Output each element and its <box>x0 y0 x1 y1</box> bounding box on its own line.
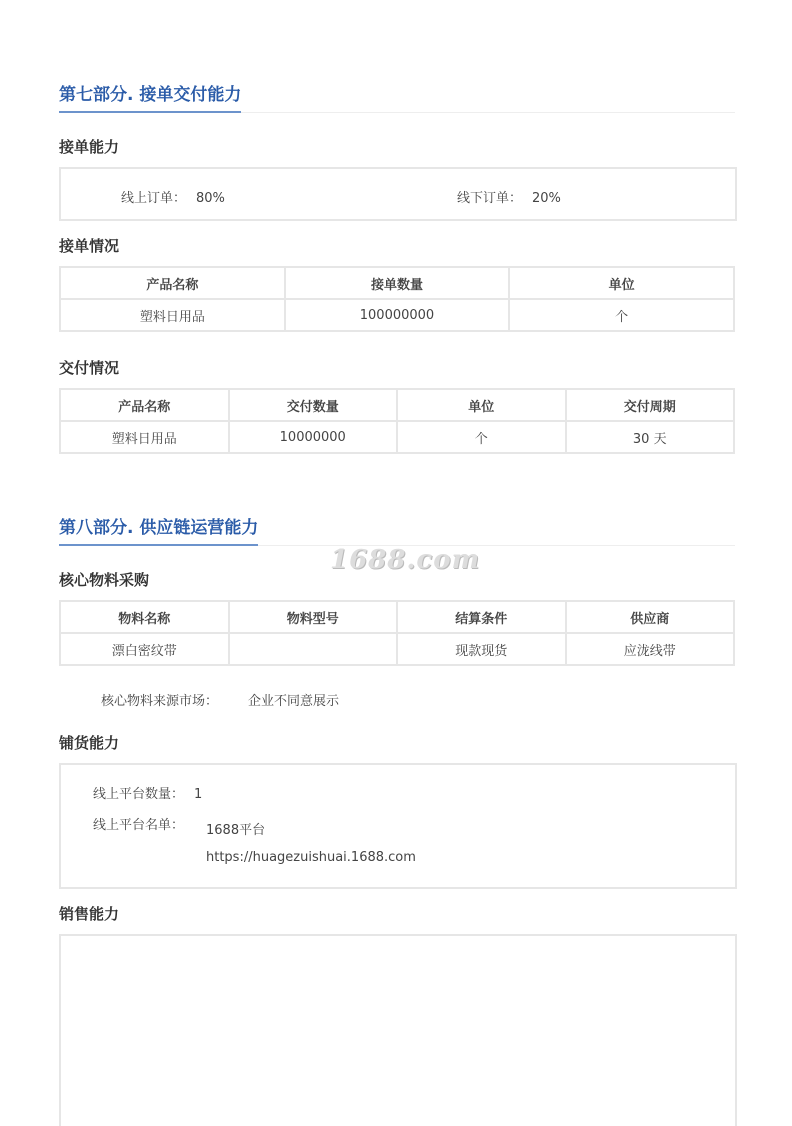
table-cell: 个 <box>397 421 566 453</box>
table-header-cell: 接单数量 <box>285 267 510 299</box>
table-cell: 10000000 <box>229 421 398 453</box>
table-header-cell: 结算条件 <box>397 601 566 633</box>
table-header-cell: 交付周期 <box>566 389 735 421</box>
table-header-cell: 物料型号 <box>229 601 398 633</box>
section7-header <box>59 78 735 113</box>
section8-title: 第八部分. 供应链运营能力 <box>59 513 258 546</box>
order-capacity-title: 接单能力 <box>59 138 120 156</box>
core-material-source-value: 企业不同意展示 <box>248 694 340 709</box>
core-material-title: 核心物料采购 <box>59 571 150 589</box>
table-header-row <box>60 601 734 633</box>
sales-box <box>59 934 737 1126</box>
delivery-status-table <box>59 388 735 454</box>
table-cell: 现款现货 <box>397 633 566 665</box>
platform-count-label: 线上平台数量： <box>93 787 185 802</box>
table-header-cell: 交付数量 <box>229 389 398 421</box>
section8-header <box>59 511 735 546</box>
table-row <box>60 633 734 665</box>
delivery-status-title: 交付情况 <box>59 359 120 377</box>
table-cell: 个 <box>509 299 734 331</box>
table-cell <box>229 633 398 665</box>
offline-orders-value: 20% <box>532 191 561 206</box>
online-orders <box>121 187 225 206</box>
section7-title: 第七部分. 接单交付能力 <box>59 80 241 113</box>
core-material-source-label: 核心物料来源市场： <box>101 694 219 709</box>
order-status-title: 接单情况 <box>59 237 120 255</box>
order-status-table <box>59 266 735 332</box>
core-material-table <box>59 600 735 666</box>
sales-title: 销售能力 <box>59 905 120 923</box>
online-orders-label: 线上订单： <box>121 191 187 206</box>
distribution-box <box>59 763 737 889</box>
platform-url-link[interactable]: https://huagezuishuai.1688.com <box>206 850 416 865</box>
table-header-cell: 单位 <box>509 267 734 299</box>
table-header-row <box>60 389 734 421</box>
table-cell: 100000000 <box>285 299 510 331</box>
offline-orders-label: 线下订单： <box>457 191 523 206</box>
table-cell: 塑料日用品 <box>60 299 285 331</box>
core-material-source <box>101 690 339 709</box>
online-orders-value: 80% <box>196 191 225 206</box>
table-header-row <box>60 267 734 299</box>
table-row <box>60 299 734 331</box>
platform-name: 1688平台 <box>206 823 266 838</box>
table-row <box>60 421 734 453</box>
platform-count-value: 1 <box>194 787 203 802</box>
table-header-cell: 产品名称 <box>60 267 285 299</box>
table-cell: 塑料日用品 <box>60 421 229 453</box>
table-header-cell: 产品名称 <box>60 389 229 421</box>
watermark-logo: 1688.com <box>330 545 481 575</box>
table-cell: 应泷线带 <box>566 633 735 665</box>
platform-list-label: 线上平台名单： <box>93 818 185 833</box>
distribution-title: 铺货能力 <box>59 734 120 752</box>
order-capacity-box <box>59 167 737 221</box>
table-header-cell: 单位 <box>397 389 566 421</box>
platform-count <box>93 783 202 802</box>
table-header-cell: 物料名称 <box>60 601 229 633</box>
table-cell: 漂白密纹带 <box>60 633 229 665</box>
table-cell: 30 天 <box>566 421 735 453</box>
table-header-cell: 供应商 <box>566 601 735 633</box>
offline-orders <box>457 187 561 206</box>
